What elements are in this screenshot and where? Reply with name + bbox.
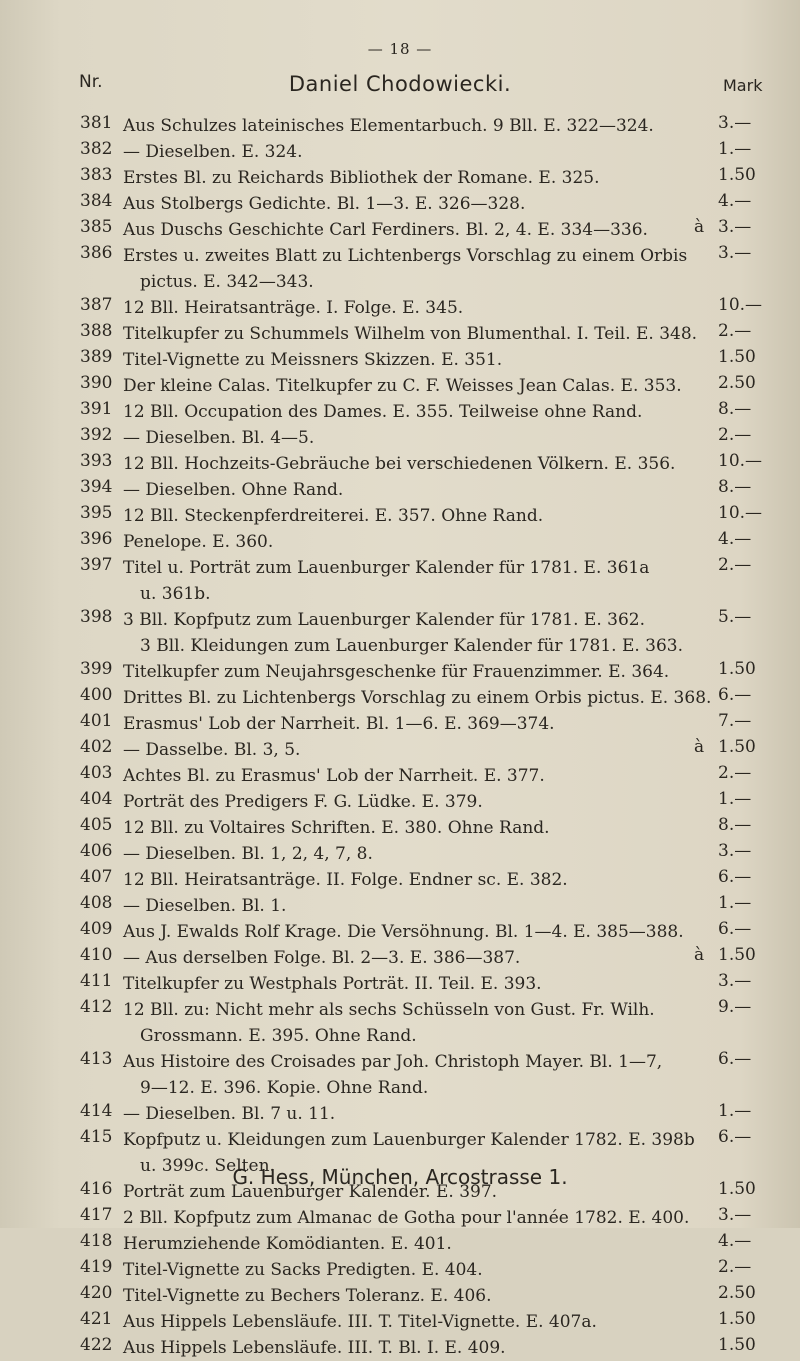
entry-description: Titelkupfer zum Neujahrsgeschenke für Frauenzimmer. E. 364. [123, 662, 670, 682]
entry-number: 413 [80, 1049, 113, 1069]
entry-price: 6.— [718, 919, 752, 939]
entry-price: 2.50 [718, 1283, 756, 1303]
entry-number: 406 [80, 841, 113, 861]
catalog-entry [0, 113, 800, 139]
entry-price: 2.— [718, 555, 752, 575]
catalog-entry [0, 555, 800, 607]
catalog-entry [0, 373, 800, 399]
catalog-entry [0, 893, 800, 919]
entry-number: 399 [80, 659, 113, 679]
catalog-entry [0, 1049, 800, 1101]
entry-number: 412 [80, 997, 113, 1017]
catalog-entry [0, 789, 800, 815]
entry-description: 3 Bll. Kopfputz zum Lauenburger Kalender für 1781. E. 362. [123, 610, 645, 630]
entry-description: Penelope. E. 360. [123, 532, 274, 552]
entry-description: 12 Bll. Hochzeits-Gebräuche bei verschiedenen Völkern. E. 356. [123, 454, 676, 474]
entry-price: 8.— [718, 815, 752, 835]
catalog-entry [0, 685, 800, 711]
entry-number: 417 [80, 1205, 113, 1225]
catalog-entry [0, 1205, 800, 1231]
entry-price: 1.— [718, 893, 752, 913]
entry-price: 2.— [718, 425, 752, 445]
catalog-entry [0, 165, 800, 191]
entry-description: 12 Bll. zu Voltaires Schriften. E. 380. Ohne Rand. [123, 818, 550, 838]
catalog-entry [0, 945, 800, 971]
catalog-entry [0, 1309, 800, 1335]
entry-number: 383 [80, 165, 113, 185]
catalog-entry [0, 399, 800, 425]
catalog-entry [0, 607, 800, 659]
entry-number: 401 [80, 711, 113, 731]
entry-number: 420 [80, 1283, 113, 1303]
column-header-nr: Nr. [79, 72, 103, 92]
entry-description: Titel-Vignette zu Bechers Toleranz. E. 406. [123, 1286, 492, 1306]
entry-number: 388 [80, 321, 113, 341]
entry-description: — Dieselben. Bl. 4—5. [123, 428, 315, 448]
entry-price: 1.— [718, 1101, 752, 1121]
entry-description: Titel-Vignette zu Meissners Skizzen. E. 351. [123, 350, 503, 370]
entry-description: Aus Hippels Lebensläufe. III. T. Titel-Vignette. E. 407a. [123, 1312, 597, 1332]
entry-price: 4.— [718, 529, 752, 549]
entry-description-continued: u. 399c. Selten. [140, 1156, 275, 1176]
catalog-entry [0, 815, 800, 841]
entry-price: 1.50 [718, 165, 756, 185]
entry-description: Aus Duschs Geschichte Carl Ferdiners. Bl. 2, 4. E. 334—336. [123, 220, 648, 240]
catalog-entry [0, 243, 800, 295]
entry-number: 409 [80, 919, 113, 939]
entry-number: 414 [80, 1101, 113, 1121]
catalog-entry [0, 1257, 800, 1283]
entry-description: Der kleine Calas. Titelkupfer zu C. F. Weisses Jean Calas. E. 353. [123, 376, 682, 396]
entry-description: — Dieselben. Bl. 7 u. 11. [123, 1104, 336, 1124]
publisher-footer: G. Hess, München, Arcostrasse 1. [232, 1165, 568, 1189]
catalog-entry [0, 321, 800, 347]
entry-number: 403 [80, 763, 113, 783]
entry-price: 3.— [718, 243, 752, 263]
entry-description: Porträt zum Lauenburger Kalender. E. 397. [123, 1182, 498, 1202]
catalog-entry [0, 1335, 800, 1361]
entry-price: 1.50 [718, 659, 756, 679]
entry-price: 8.— [718, 477, 752, 497]
entry-price: 6.— [718, 1049, 752, 1069]
entry-price: 1.— [718, 789, 752, 809]
entry-price: 6.— [718, 867, 752, 887]
entry-price: 10.— [718, 503, 763, 523]
entry-description: Drittes Bl. zu Lichtenbergs Vorschlag zu einem Orbis pictus. E. 368. [123, 688, 712, 708]
entry-price: 1.50 [718, 1309, 756, 1329]
catalog-entry [0, 997, 800, 1049]
entry-number: 421 [80, 1309, 113, 1329]
entry-price: 4.— [718, 1231, 752, 1251]
entry-number: 402 [80, 737, 113, 757]
entry-number: 400 [80, 685, 113, 705]
entry-description-continued: pictus. E. 342—343. [140, 272, 314, 292]
catalog-entry [0, 763, 800, 789]
catalog-entry [0, 425, 800, 451]
entry-description-continued: 9—12. E. 396. Kopie. Ohne Rand. [140, 1078, 429, 1098]
catalog-entry [0, 451, 800, 477]
entry-description: Titel u. Porträt zum Lauenburger Kalender für 1781. E. 361a [123, 558, 650, 578]
entry-number: 422 [80, 1335, 113, 1355]
entry-description-continued: 3 Bll. Kleidungen zum Lauenburger Kalender für 1781. E. 363. [140, 636, 684, 656]
entry-number: 416 [80, 1179, 113, 1199]
entry-price: 1.— [718, 139, 752, 159]
entry-number: 382 [80, 139, 113, 159]
entry-price: 3.— [718, 217, 752, 237]
catalog-entry [0, 659, 800, 685]
entry-description: Titelkupfer zu Schummels Wilhelm von Blumenthal. I. Teil. E. 348. [123, 324, 698, 344]
entry-number: 386 [80, 243, 113, 263]
entry-price: 8.— [718, 399, 752, 419]
entry-price: 6.— [718, 1127, 752, 1147]
entry-each-marker: à [694, 945, 705, 965]
entry-number: 405 [80, 815, 113, 835]
entry-number: 404 [80, 789, 113, 809]
entry-number: 397 [80, 555, 113, 575]
catalog-entry [0, 1101, 800, 1127]
entry-description: 12 Bll. zu: Nicht mehr als sechs Schüsseln von Gust. Fr. Wilh. [123, 1000, 655, 1020]
entry-number: 391 [80, 399, 113, 419]
entry-price: 1.50 [718, 945, 756, 965]
entry-price: 7.— [718, 711, 752, 731]
entry-each-marker: à [694, 217, 705, 237]
entry-description: — Aus derselben Folge. Bl. 2—3. E. 386—387. [123, 948, 521, 968]
catalog-entry [0, 971, 800, 997]
entry-description: Erasmus' Lob der Narrheit. Bl. 1—6. E. 369—374. [123, 714, 555, 734]
entry-price: 2.— [718, 1257, 752, 1277]
entry-description: 12 Bll. Heiratsanträge. I. Folge. E. 345. [123, 298, 464, 318]
entry-number: 381 [80, 113, 113, 133]
entry-each-marker: à [694, 737, 705, 757]
entry-number: 408 [80, 893, 113, 913]
entry-price: 10.— [718, 295, 763, 315]
catalog-entry [0, 867, 800, 893]
page-title: Daniel Chodowiecki. [288, 72, 512, 96]
entry-description: — Dieselben. Bl. 1, 2, 4, 7, 8. [123, 844, 373, 864]
entry-number: 384 [80, 191, 113, 211]
entry-description-continued: u. 361b. [140, 584, 211, 604]
catalog-entry [0, 737, 800, 763]
catalog-entry [0, 919, 800, 945]
catalog-entry [0, 503, 800, 529]
catalog-entry [0, 217, 800, 243]
entry-description: Titelkupfer zu Westphals Porträt. II. Teil. E. 393. [123, 974, 542, 994]
catalog-entry [0, 1283, 800, 1309]
entry-number: 393 [80, 451, 113, 471]
entry-description: Erstes u. zweites Blatt zu Lichtenbergs Vorschlag zu einem Orbis [123, 246, 688, 266]
entry-number: 387 [80, 295, 113, 315]
entry-description: Aus Histoire des Croisades par Joh. Christoph Mayer. Bl. 1—7, [123, 1052, 663, 1072]
entry-price: 1.50 [718, 737, 756, 757]
entry-price: 1.50 [718, 347, 756, 367]
entry-number: 418 [80, 1231, 113, 1251]
entry-number: 385 [80, 217, 113, 237]
entry-number: 415 [80, 1127, 113, 1147]
catalog-entry [0, 191, 800, 217]
entry-price: 2.— [718, 321, 752, 341]
entry-number: 390 [80, 373, 113, 393]
entry-price: 3.— [718, 841, 752, 861]
page-number: — 18 — [367, 40, 433, 58]
catalog-entry [0, 1231, 800, 1257]
entry-price: 2.50 [718, 373, 756, 393]
entry-description: 2 Bll. Kopfputz zum Almanac de Gotha pour l'année 1782. E. 400. [123, 1208, 690, 1228]
entry-description: — Dieselben. E. 324. [123, 142, 303, 162]
entry-description: 12 Bll. Steckenpferdreiterei. E. 357. Ohne Rand. [123, 506, 544, 526]
entry-description: Aus Stolbergs Gedichte. Bl. 1—3. E. 326—328. [123, 194, 526, 214]
entry-description: Kopfputz u. Kleidungen zum Lauenburger Kalender 1782. E. 398b [123, 1130, 695, 1150]
entry-number: 419 [80, 1257, 113, 1277]
entry-number: 395 [80, 503, 113, 523]
entry-price: 3.— [718, 113, 752, 133]
entry-price: 1.50 [718, 1335, 756, 1355]
entry-description: Aus J. Ewalds Rolf Krage. Die Versöhnung. Bl. 1—4. E. 385—388. [123, 922, 684, 942]
entry-number: 396 [80, 529, 113, 549]
entry-number: 392 [80, 425, 113, 445]
entry-description: — Dieselben. Bl. 1. [123, 896, 287, 916]
entry-description: 12 Bll. Occupation des Dames. E. 355. Teilweise ohne Rand. [123, 402, 643, 422]
entry-price: 5.— [718, 607, 752, 627]
column-header-mark: Mark [723, 76, 763, 95]
entry-price: 2.— [718, 763, 752, 783]
entry-price: 10.— [718, 451, 763, 471]
entry-description: — Dieselben. Ohne Rand. [123, 480, 344, 500]
entry-description: 12 Bll. Heiratsanträge. II. Folge. Endner sc. E. 382. [123, 870, 568, 890]
entry-price: 3.— [718, 971, 752, 991]
entry-description: Achtes Bl. zu Erasmus' Lob der Narrheit. E. 377. [123, 766, 545, 786]
entry-number: 389 [80, 347, 113, 367]
entry-number: 411 [80, 971, 113, 991]
entry-description: Titel-Vignette zu Sacks Predigten. E. 404. [123, 1260, 483, 1280]
entry-price: 9.— [718, 997, 752, 1017]
entry-description: Herumziehende Komödianten. E. 401. [123, 1234, 452, 1254]
entry-number: 407 [80, 867, 113, 887]
entry-description: Erstes Bl. zu Reichards Bibliothek der Romane. E. 325. [123, 168, 600, 188]
entry-price: 1.50 [718, 1179, 756, 1199]
entry-number: 398 [80, 607, 113, 627]
entry-price: 3.— [718, 1205, 752, 1225]
catalog-entry [0, 529, 800, 555]
entry-description-continued: Grossmann. E. 395. Ohne Rand. [140, 1026, 417, 1046]
entry-price: 4.— [718, 191, 752, 211]
entry-number: 410 [80, 945, 113, 965]
entry-price: 6.— [718, 685, 752, 705]
catalog-entry [0, 477, 800, 503]
catalog-entry [0, 295, 800, 321]
catalog-entry [0, 347, 800, 373]
entry-description: — Dasselbe. Bl. 3, 5. [123, 740, 301, 760]
entry-number: 394 [80, 477, 113, 497]
entry-description: Porträt des Predigers F. G. Lüdke. E. 379. [123, 792, 483, 812]
catalog-entry [0, 841, 800, 867]
catalog-entry [0, 139, 800, 165]
catalog-entry [0, 711, 800, 737]
entry-description: Aus Schulzes lateinisches Elementarbuch. 9 Bll. E. 322—324. [123, 116, 654, 136]
entry-description: Aus Hippels Lebensläufe. III. T. Bl. I. E. 409. [123, 1338, 506, 1358]
